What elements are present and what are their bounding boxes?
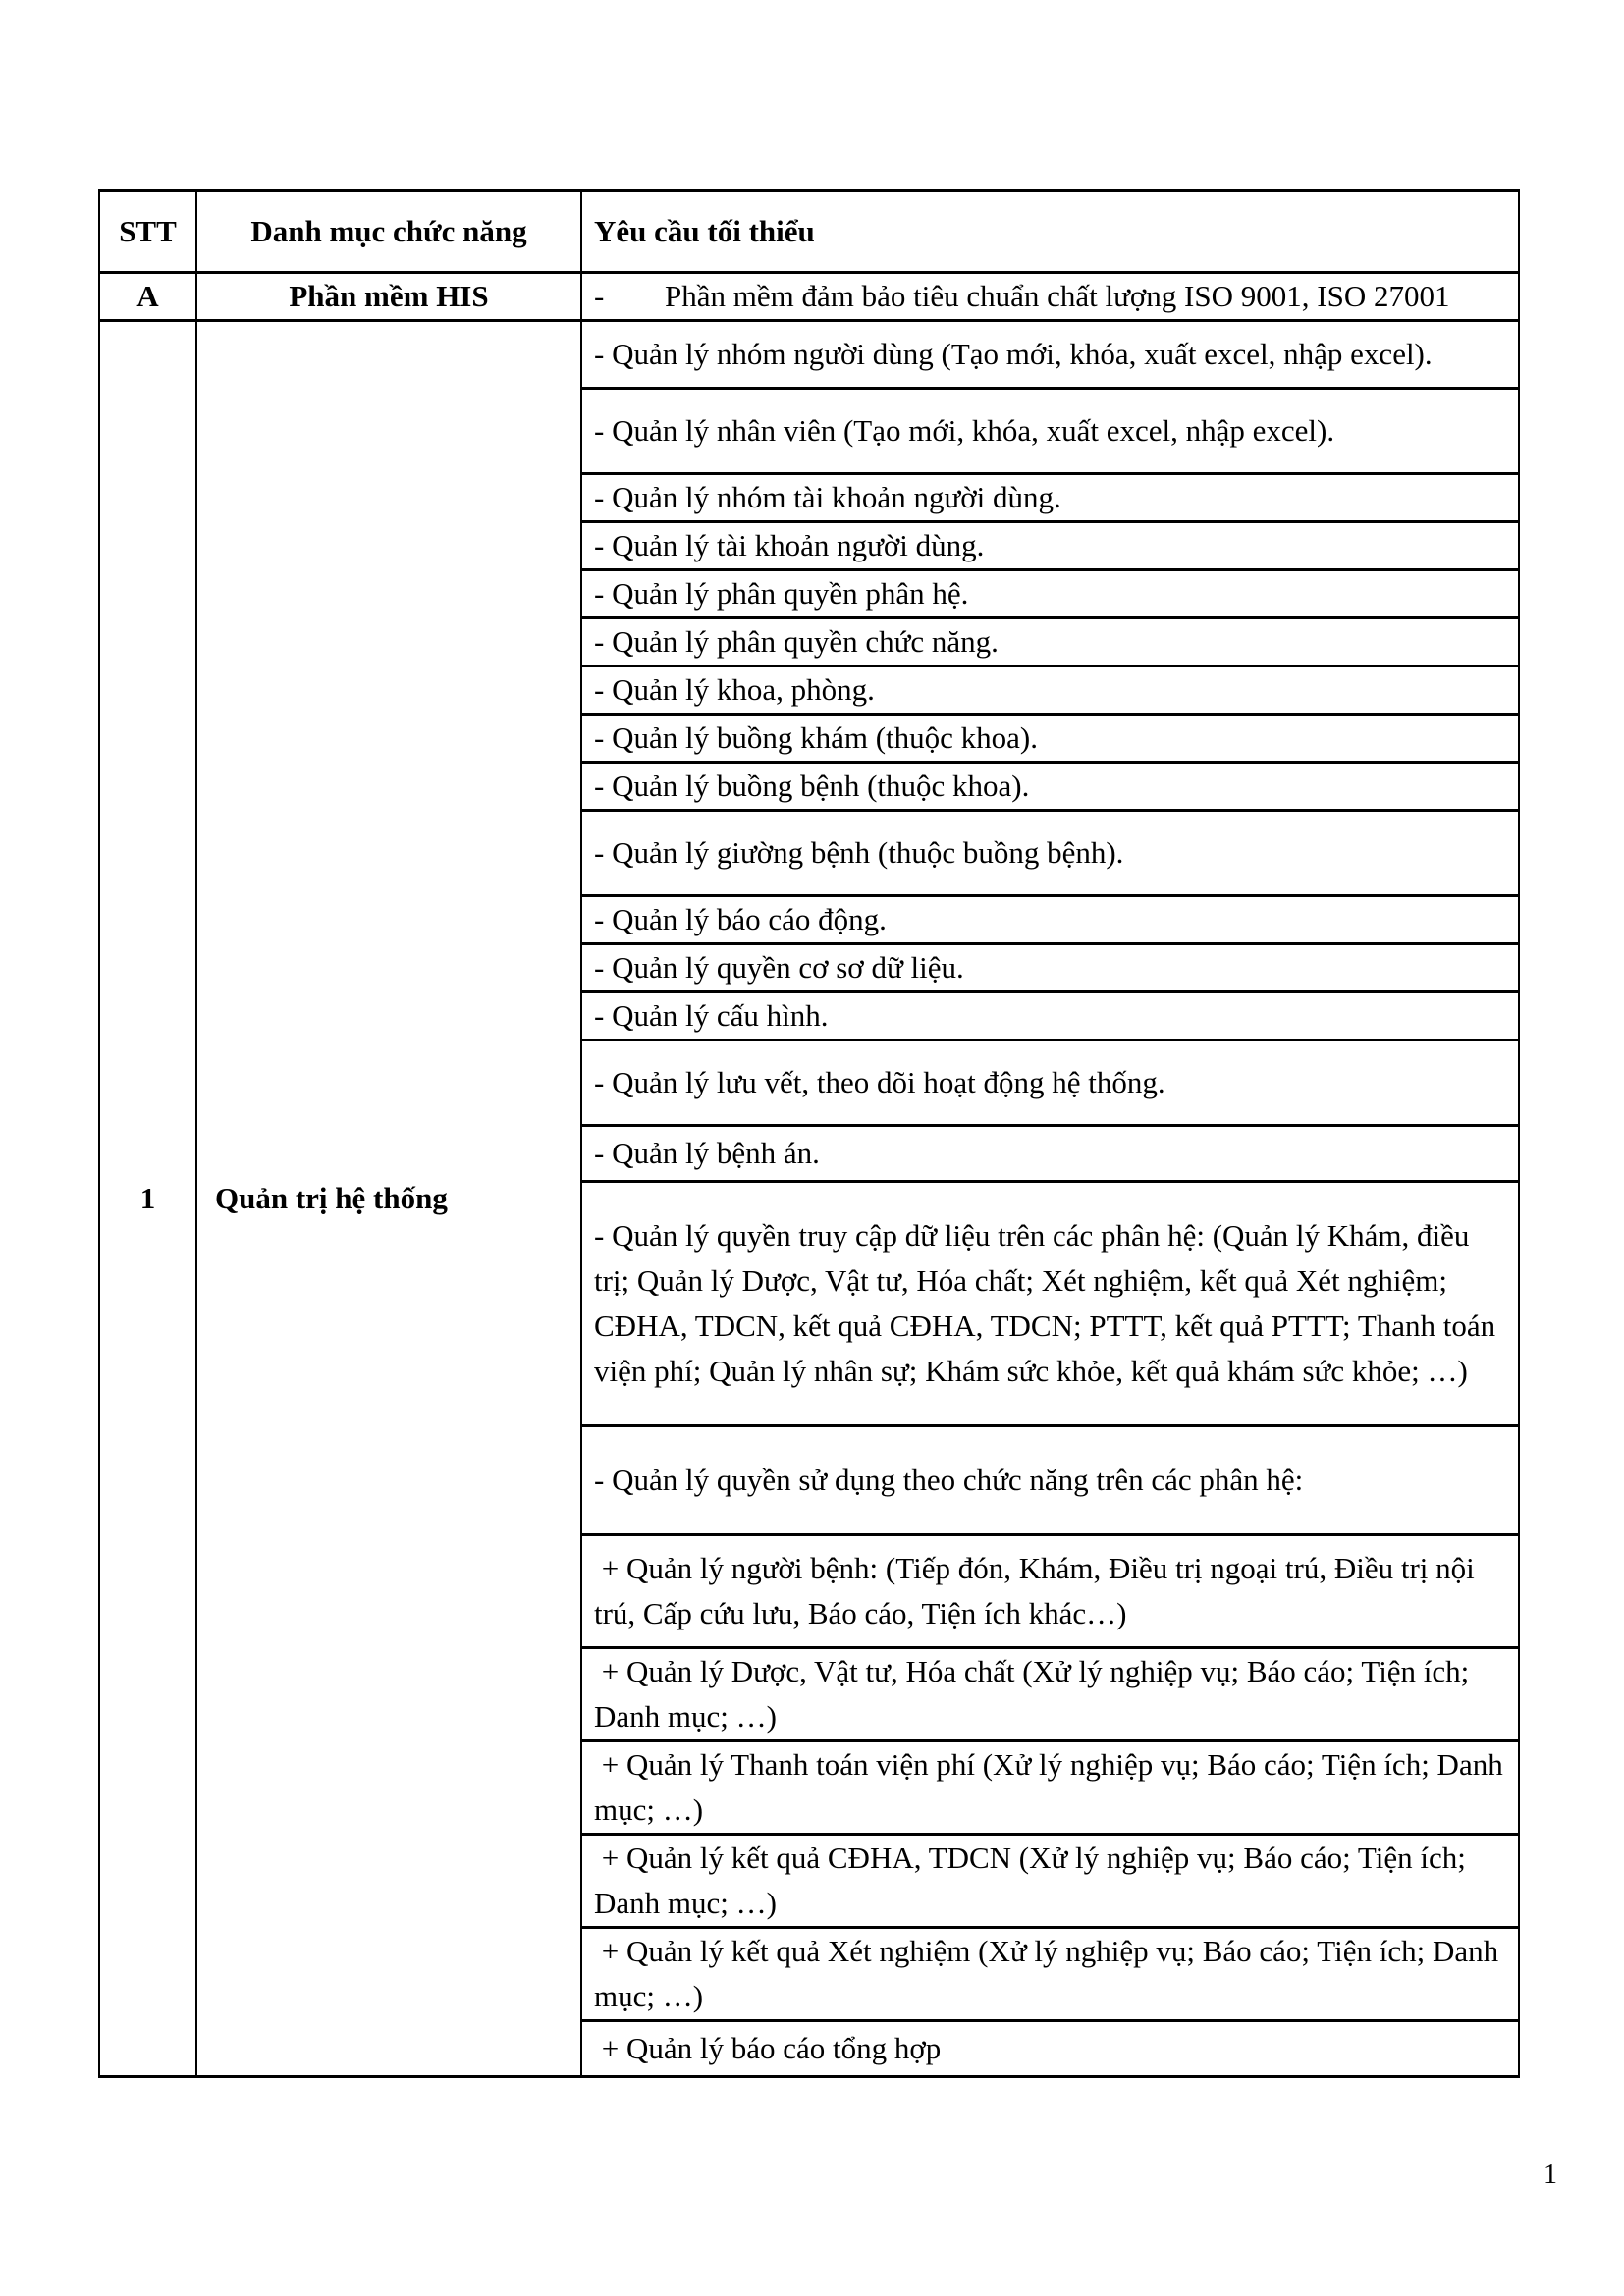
section-1-number: 1	[99, 321, 196, 2077]
section-a-requirement-text: Phần mềm đảm bảo tiêu chuẩn chất lượng ISO 9001, ISO 27001	[665, 279, 1450, 313]
header-stt: STT	[99, 191, 196, 273]
requirement-text: - Quản lý quyền sử dụng theo chức năng trên các phân hệ:	[581, 1426, 1519, 1535]
requirement-text: + Quản lý kết quả Xét nghiệm (Xử lý nghiệp vụ; Báo cáo; Tiện ích; Danh mục; …)	[581, 1928, 1519, 2021]
requirement-text: - Quản lý cấu hình.	[581, 992, 1519, 1041]
requirement-text: + Quản lý người bệnh: (Tiếp đón, Khám, Điều trị ngoại trú, Điều trị nội trú, Cấp cứu lưu, Báo cáo, Tiện ích khác…)	[581, 1535, 1519, 1648]
requirement-text: + Quản lý kết quả CĐHA, TDCN (Xử lý nghiệp vụ; Báo cáo; Tiện ích; Danh mục; …)	[581, 1835, 1519, 1928]
requirement-text: - Quản lý phân quyền chức năng.	[581, 618, 1519, 667]
requirement-text: - Quản lý nhóm tài khoản người dùng.	[581, 474, 1519, 522]
dash-bullet: -	[594, 279, 605, 313]
section-1-category: Quản trị hệ thống	[196, 321, 581, 2077]
requirement-text: - Quản lý giường bệnh (thuộc buồng bệnh).	[581, 811, 1519, 896]
requirement-text: - Quản lý tài khoản người dùng.	[581, 522, 1519, 570]
section-a-number: A	[99, 273, 196, 321]
requirement-text: - Quản lý quyền cơ sơ dữ liệu.	[581, 944, 1519, 992]
requirement-text: - Quản lý quyền truy cập dữ liệu trên các phân hệ: (Quản lý Khám, điều trị; Quản lý Dược, Vật tư, Hóa chất; Xét nghiệm, kết quả Xét nghiệm; CĐHA, TDCN, kết quả CĐHA, TDCN; PTTT, kết quả PTTT; Thanh toán viện phí; Quản lý nhân sự; Khám sức khỏe, kết quả khám sức khỏe; …)	[581, 1182, 1519, 1426]
requirement-text: - Quản lý khoa, phòng.	[581, 667, 1519, 715]
requirement-text: + Quản lý báo cáo tổng hợp	[581, 2021, 1519, 2077]
section-a-requirement	[581, 273, 1519, 321]
section-a-category: Phần mềm HIS	[196, 273, 581, 321]
requirement-text: - Quản lý nhân viên (Tạo mới, khóa, xuất excel, nhập excel).	[581, 389, 1519, 474]
requirement-text: + Quản lý Thanh toán viện phí (Xử lý nghiệp vụ; Báo cáo; Tiện ích; Danh mục; …)	[581, 1741, 1519, 1835]
section-a-row	[99, 273, 1519, 321]
requirement-text: - Quản lý phân quyền phân hệ.	[581, 570, 1519, 618]
requirements-table	[98, 189, 1520, 2078]
header-row	[99, 191, 1519, 273]
requirement-text: - Quản lý buồng khám (thuộc khoa).	[581, 715, 1519, 763]
requirement-row	[99, 321, 1519, 389]
requirement-text: - Quản lý bệnh án.	[581, 1126, 1519, 1182]
header-requirement: Yêu cầu tối thiểu	[581, 191, 1519, 273]
header-category: Danh mục chức năng	[196, 191, 581, 273]
requirement-text: + Quản lý Dược, Vật tư, Hóa chất (Xử lý nghiệp vụ; Báo cáo; Tiện ích; Danh mục; …)	[581, 1648, 1519, 1741]
requirement-text: - Quản lý lưu vết, theo dõi hoạt động hệ thống.	[581, 1041, 1519, 1126]
requirement-text: - Quản lý báo cáo động.	[581, 896, 1519, 944]
requirement-text: - Quản lý buồng bệnh (thuộc khoa).	[581, 763, 1519, 811]
requirement-text: - Quản lý nhóm người dùng (Tạo mới, khóa, xuất excel, nhập excel).	[581, 321, 1519, 389]
page-number: 1	[1543, 2160, 1557, 2190]
